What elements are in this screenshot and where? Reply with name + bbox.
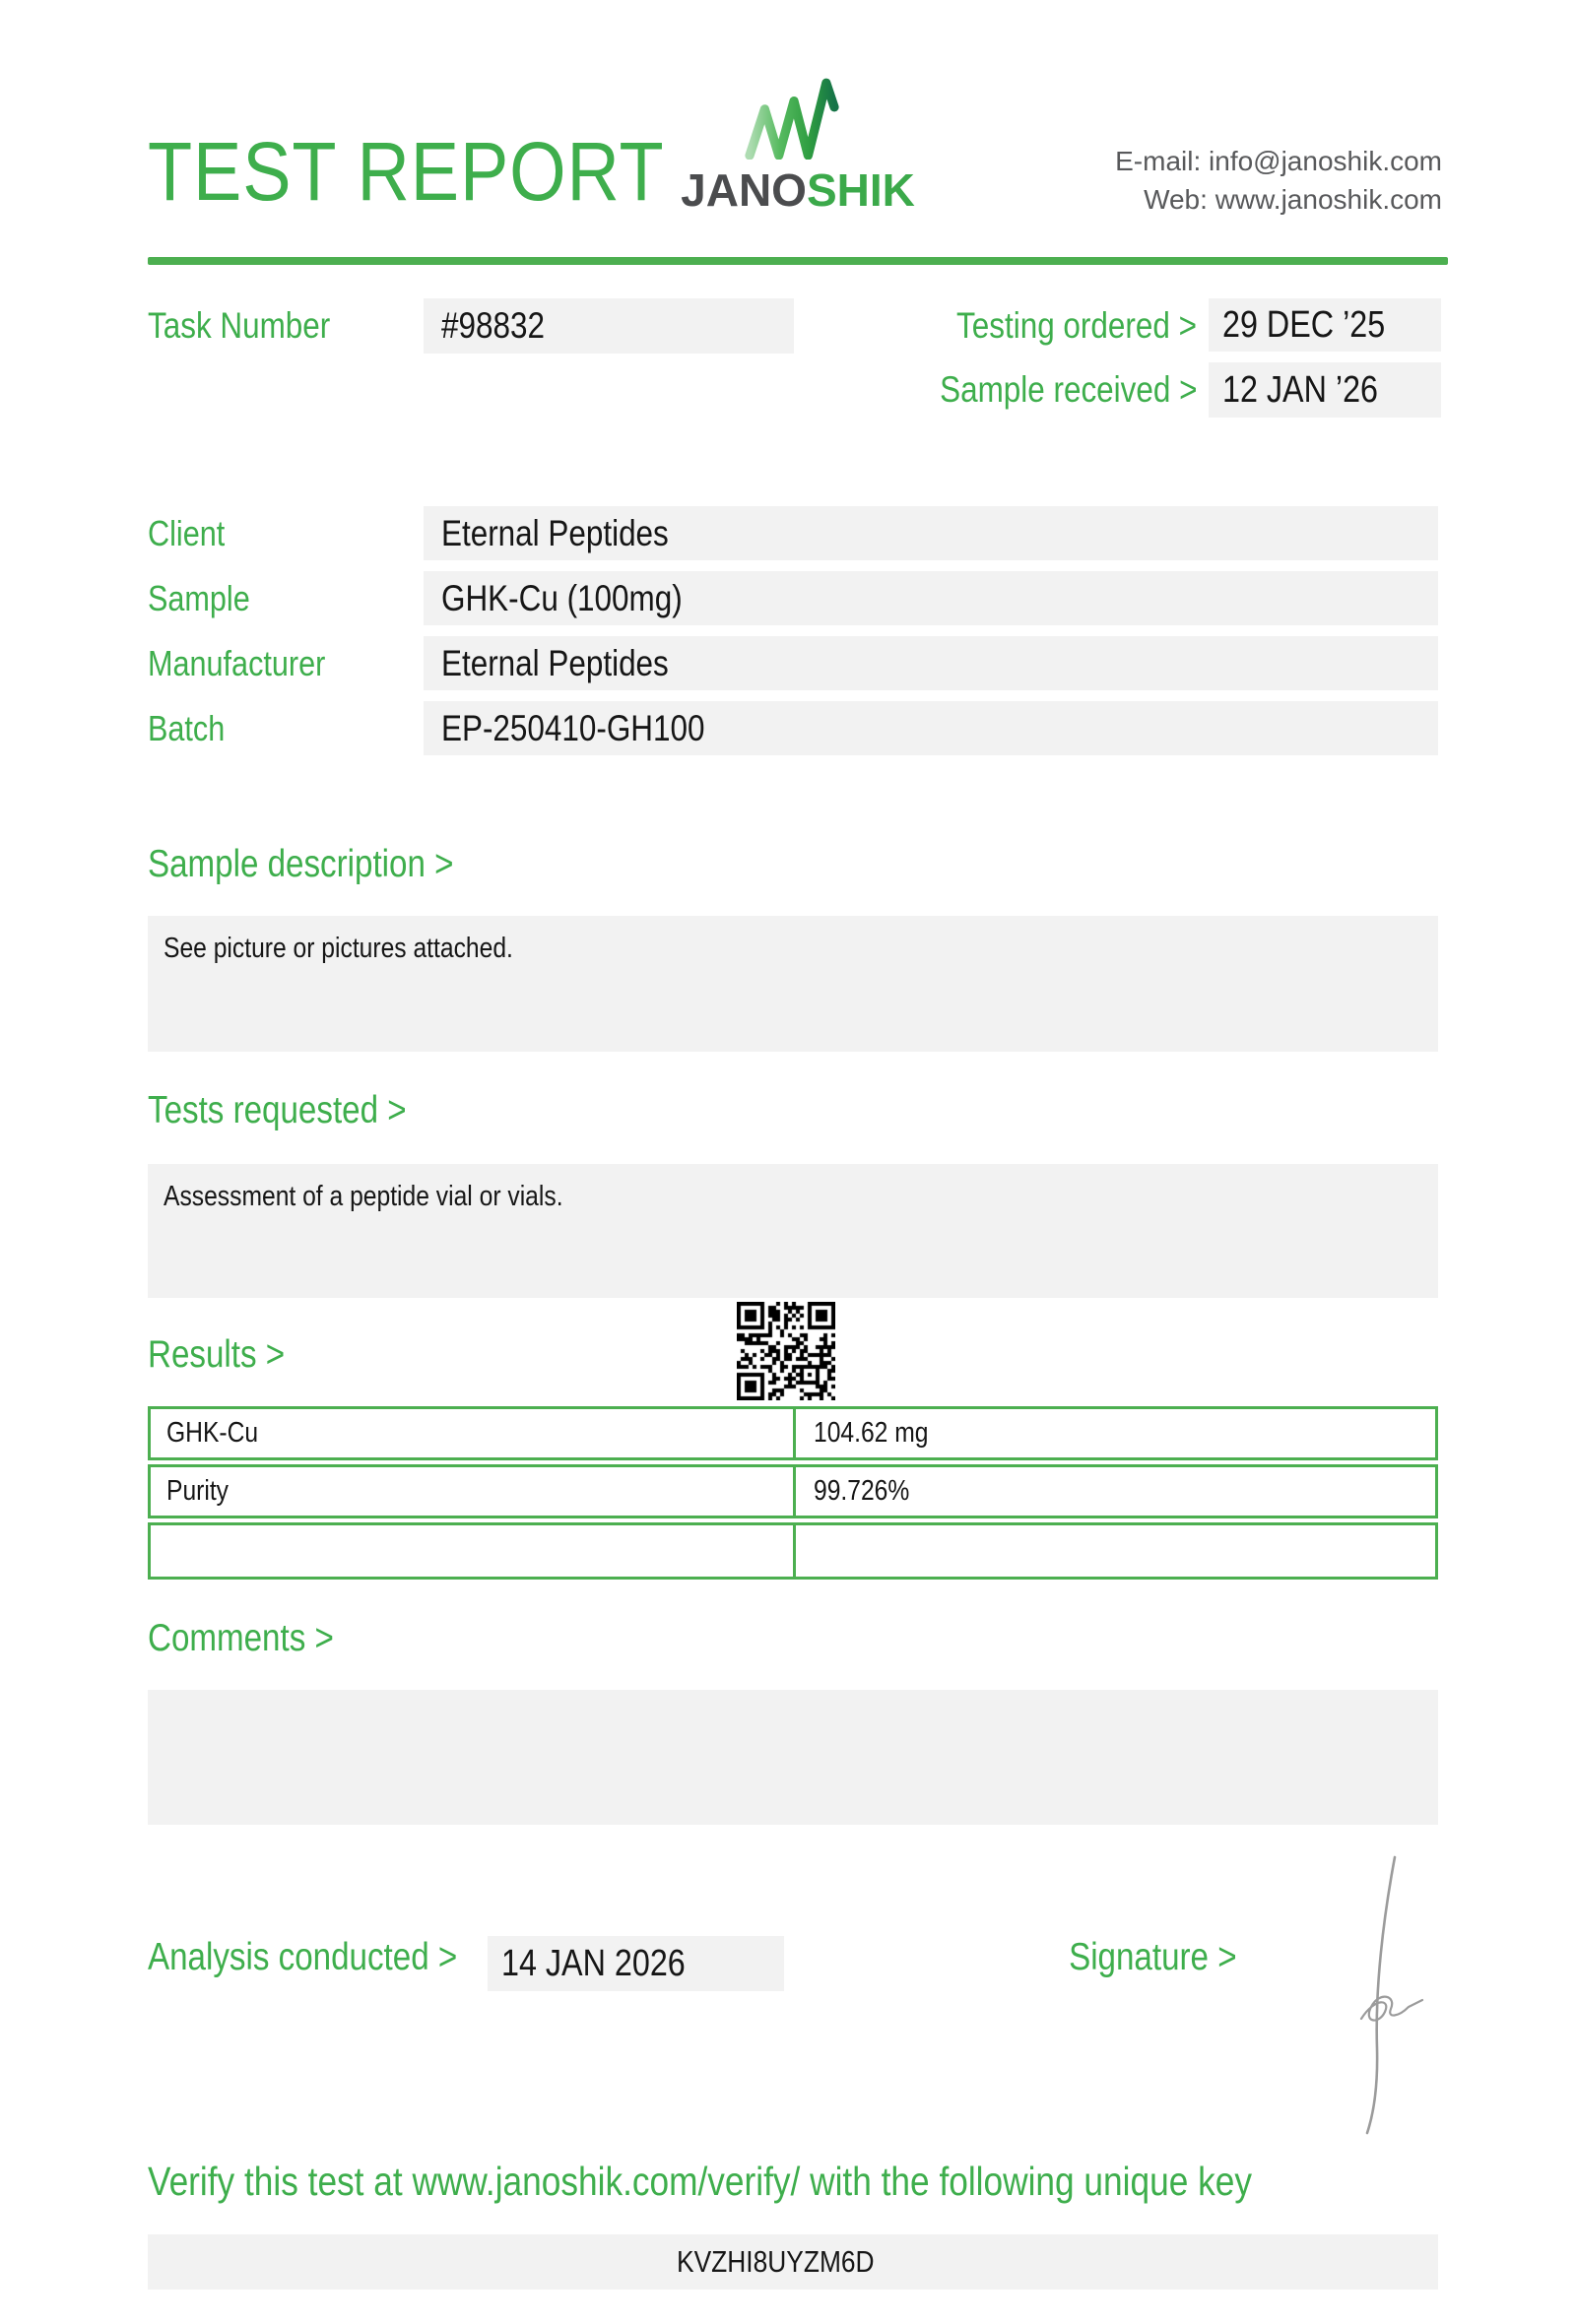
client-label: Client bbox=[148, 512, 226, 553]
comments-box bbox=[148, 1690, 1438, 1825]
result-name: Purity bbox=[151, 1467, 796, 1516]
qr-code bbox=[737, 1302, 835, 1400]
result-value: 99.726% bbox=[814, 1475, 910, 1507]
results-table bbox=[148, 1406, 1438, 1580]
comments-heading: Comments > bbox=[148, 1617, 334, 1659]
batch-value: EP-250410-GH100 bbox=[424, 701, 1438, 755]
page-title: TEST REPORT bbox=[148, 125, 665, 218]
sample-description-heading: Sample description > bbox=[148, 843, 454, 885]
sample-value: GHK-Cu (100mg) bbox=[424, 571, 1438, 625]
analysis-date-value: 14 JAN 2026 bbox=[488, 1936, 784, 1991]
header-divider bbox=[148, 257, 1448, 265]
table-row bbox=[148, 1522, 1438, 1580]
logo-wordmark bbox=[670, 163, 926, 217]
sample-description-box: See picture or pictures attached. bbox=[148, 916, 1438, 1052]
verify-instruction: Verify this test at www.janoshik.com/verify/ with the following unique key bbox=[148, 2159, 1252, 2204]
task-number-label: Task Number bbox=[148, 305, 331, 346]
table-row bbox=[148, 1464, 1438, 1518]
logo-shik: SHIK bbox=[806, 164, 915, 216]
batch-label: Batch bbox=[148, 707, 226, 748]
sample-received-value: 12 JAN ’26 bbox=[1209, 362, 1441, 418]
task-number-value: #98832 bbox=[424, 298, 794, 354]
sample-received-label: Sample received > bbox=[939, 369, 1197, 410]
client-value: Eternal Peptides bbox=[424, 506, 1438, 560]
result-value: 104.62 mg bbox=[814, 1417, 929, 1449]
tests-requested-heading: Tests requested > bbox=[148, 1089, 407, 1131]
result-name bbox=[151, 1525, 796, 1577]
testing-ordered-label: Testing ordered > bbox=[956, 305, 1197, 346]
detail-row-client bbox=[148, 506, 1438, 560]
detail-row-manufacturer bbox=[148, 636, 1438, 690]
manufacturer-label: Manufacturer bbox=[148, 642, 326, 683]
analysis-conducted-label: Analysis conducted > bbox=[148, 1936, 458, 1978]
result-name: GHK-Cu bbox=[151, 1409, 796, 1457]
chart-growth-icon bbox=[741, 75, 843, 164]
results-heading: Results > bbox=[148, 1333, 286, 1376]
signature-label: Signature > bbox=[1069, 1936, 1237, 1978]
contact-web: Web: www.janoshik.com bbox=[1144, 184, 1442, 215]
table-row bbox=[148, 1406, 1438, 1460]
signature-image bbox=[1318, 1851, 1446, 2144]
sample-label: Sample bbox=[148, 577, 250, 618]
manufacturer-value: Eternal Peptides bbox=[424, 636, 1438, 690]
unique-key-value: KVZHI8UYZM6D bbox=[148, 2234, 1438, 2290]
tests-requested-box: Assessment of a peptide vial or vials. bbox=[148, 1164, 1438, 1298]
detail-row-batch bbox=[148, 701, 1438, 755]
logo-jano: JANO bbox=[681, 164, 807, 216]
result-value bbox=[796, 1525, 1435, 1577]
contact-block bbox=[1115, 142, 1442, 219]
detail-row-sample bbox=[148, 571, 1438, 625]
testing-ordered-value: 29 DEC ’25 bbox=[1209, 298, 1441, 352]
contact-email: E-mail: info@janoshik.com bbox=[1115, 146, 1442, 176]
